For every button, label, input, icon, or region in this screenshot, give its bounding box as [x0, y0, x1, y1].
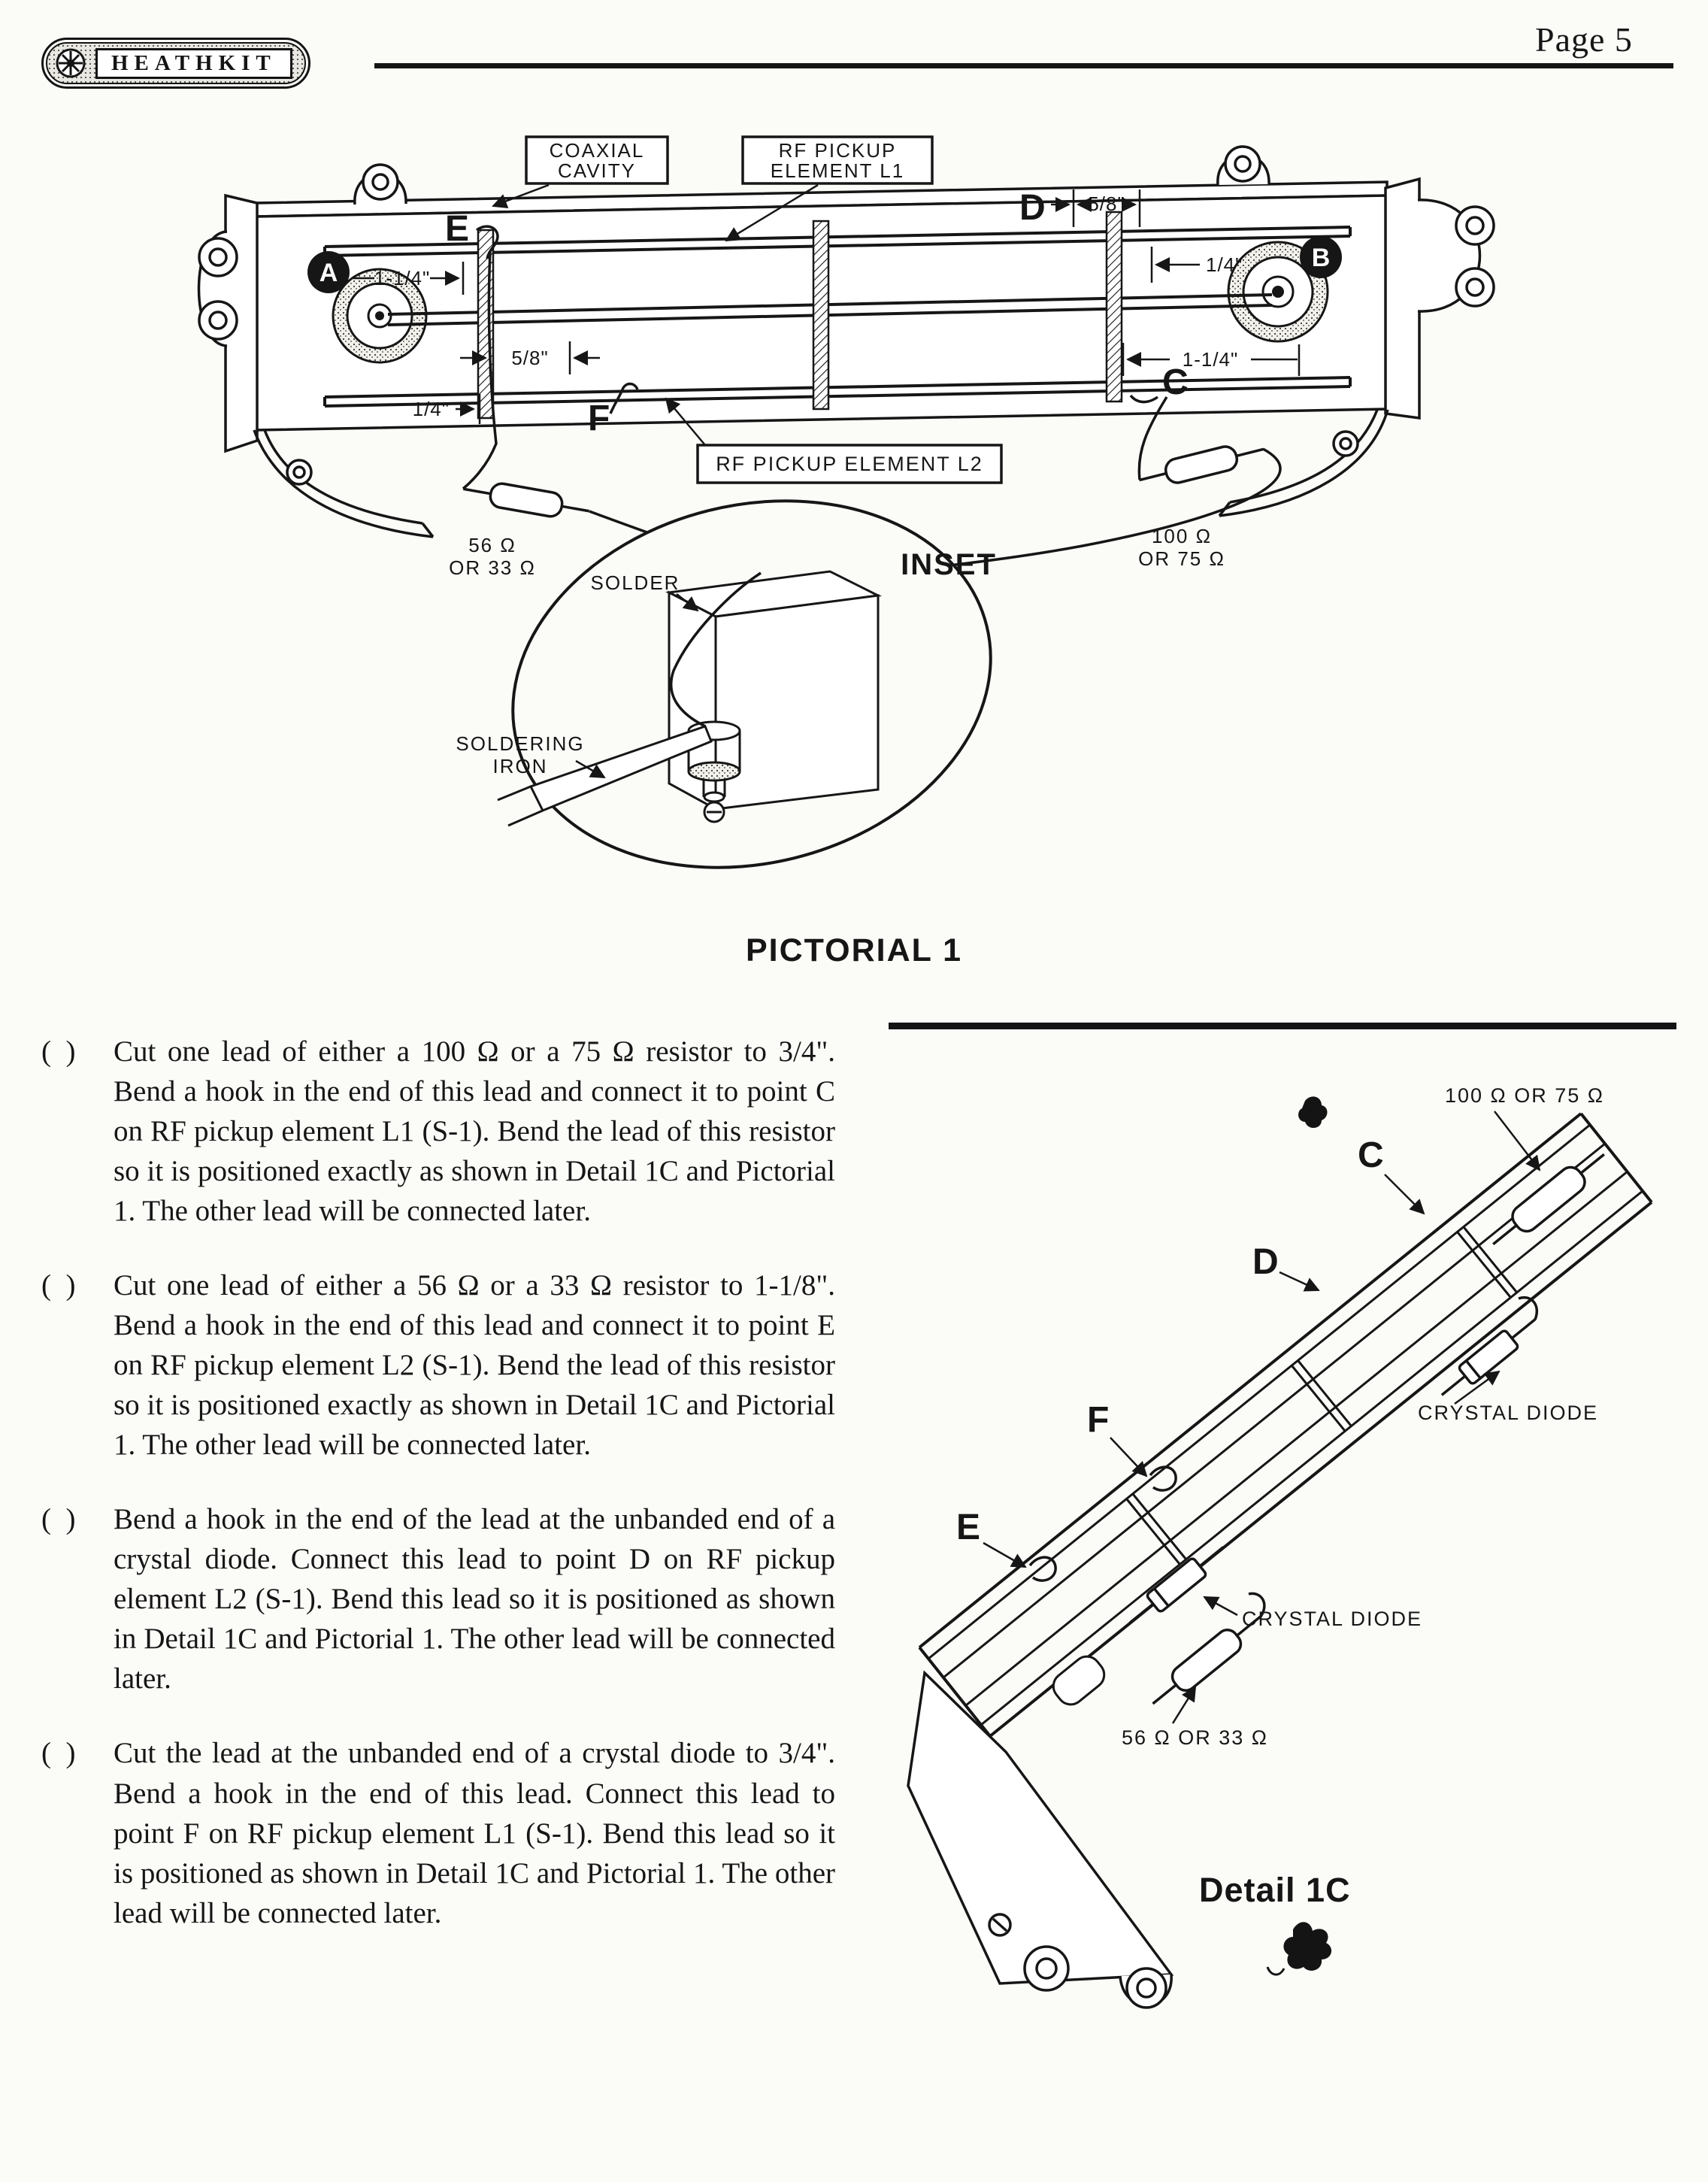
ink-smudge — [1267, 1922, 1331, 1974]
point-f-label: F — [588, 399, 610, 438]
detail-point-c-label: C — [1358, 1135, 1384, 1175]
detail-crystal-diode-upper-label: CRYSTAL DIODE — [1418, 1402, 1599, 1424]
header-rule — [374, 63, 1673, 68]
inset-label: INSET — [901, 548, 997, 581]
solder-label: SOLDER — [590, 571, 680, 594]
detail-hook-wires — [1030, 1298, 1537, 1617]
dim-bottom-left-1-4: 1/4" — [412, 398, 450, 420]
heathkit-logo — [41, 38, 310, 89]
instruction-step-3 — [41, 1499, 835, 1699]
resistor-left-value-line1: 56 Ω — [468, 534, 516, 556]
svg-text:B: B — [1311, 244, 1331, 272]
detail-crystal-diode-upper — [1434, 1311, 1542, 1404]
resistor-left-value-line2: OR 33 Ω — [449, 556, 536, 579]
detail-crystal-diode-lower-label: CRYSTAL DIODE — [1242, 1608, 1423, 1630]
pictorial1-caption: PICTORIAL 1 — [745, 932, 963, 968]
svg-text:COAXIAL: COAXIAL — [549, 139, 645, 162]
point-b-badge — [1300, 236, 1342, 278]
point-d-label: D — [1019, 188, 1046, 228]
step-text: Cut one lead of either a 100 Ω or a 75 Ω resistor to 3/4". Bend a hook in the end of this lead and connect it to point C on RF pickup element L1 (S-1). Bend the lead of this resistor so it is positioned exactly as shown in Detail 1C and Pictorial 1. The other lead will be connected later. — [114, 1035, 835, 1228]
detail-point-f-label: F — [1087, 1400, 1110, 1440]
resistor-right-value-line1: 100 Ω — [1151, 525, 1213, 547]
svg-text:RF PICKUP ELEMENT L2: RF PICKUP ELEMENT L2 — [716, 453, 983, 475]
instruction-step-2 — [41, 1265, 835, 1465]
dim-bottom-5-8: 5/8" — [511, 347, 549, 369]
mounting-bracket-left — [254, 430, 433, 537]
point-e-label: E — [445, 209, 470, 249]
brand-name: HEATHKIT — [95, 48, 292, 79]
detail-point-e-label: E — [956, 1508, 981, 1547]
detail-resistor-top-label: 100 Ω OR 75 Ω — [1445, 1084, 1604, 1107]
step-checkbox: ( ) — [41, 1035, 76, 1068]
svg-text:CAVITY: CAVITY — [558, 159, 636, 182]
detail-point-d-label: D — [1252, 1242, 1279, 1282]
instruction-step-4 — [41, 1733, 835, 1932]
detail-bracket — [908, 1673, 1171, 2008]
step-text: Cut the lead at the unbanded end of a crystal diode to 3/4". Bend a hook in the end of this lead. Connect this lead to point F on RF pickup element L1 (S-1). Bend this lead so it is positioned as shown in Detail 1C and Pictorial 1. The other lead will be connected later. — [114, 1737, 835, 1929]
detail-column-rule — [889, 1023, 1676, 1029]
step-text: Bend a hook in the end of the lead at the unbanded end of a crystal diode. Connect this lead to point D on RF pickup element L2 (S-1). Bend this lead so it is positioned as shown in Detail 1C and Pictorial 1. The other lead will be connected later. — [114, 1503, 835, 1696]
dim-bottom-right-1-1-4: 1-1/4" — [1182, 348, 1239, 371]
instructions-list — [41, 1032, 835, 1968]
inset-detail — [456, 452, 1030, 917]
step-checkbox: ( ) — [41, 1737, 76, 1770]
resistor-right-value-line2: OR 75 Ω — [1138, 547, 1225, 570]
atom-icon — [55, 47, 86, 79]
step-checkbox: ( ) — [41, 1269, 76, 1302]
point-a-badge — [307, 251, 350, 293]
instruction-step-1 — [41, 1032, 835, 1231]
pictorial1-drawing — [0, 90, 1708, 940]
svg-text:A: A — [319, 259, 338, 287]
step-checkbox: ( ) — [41, 1503, 76, 1536]
detail-resistor-bottom-label: 56 Ω OR 33 Ω — [1122, 1726, 1268, 1749]
svg-text:ELEMENT L1: ELEMENT L1 — [770, 159, 905, 182]
dim-left-1-1-4: 1-1/4" — [374, 267, 431, 289]
step-text: Cut one lead of either a 56 Ω or a 33 Ω resistor to 1-1/8". Bend a hook in the end of this lead and connect it to point E on RF pickup element L2 (S-1). Bend the lead of this resistor so it is positioned exactly as shown in Detail 1C and Pictorial 1. The other lead will be connected later. — [114, 1269, 835, 1462]
soldering-iron-label-line1: SOLDERING — [456, 732, 585, 755]
ink-smudge — [1298, 1096, 1327, 1128]
page-number: Page 5 — [1535, 20, 1633, 59]
detail-connector-barrel — [1048, 1651, 1110, 1710]
detail-1c-caption: Detail 1C — [1199, 1871, 1351, 1909]
dim-right-1-4: 1/4" — [1206, 253, 1243, 276]
svg-text:RF PICKUP: RF PICKUP — [778, 139, 897, 162]
dim-top-5-8: 5/8" — [1088, 192, 1125, 215]
soldering-iron-label-line2: IRON — [492, 755, 548, 777]
point-c-label: C — [1162, 362, 1189, 402]
